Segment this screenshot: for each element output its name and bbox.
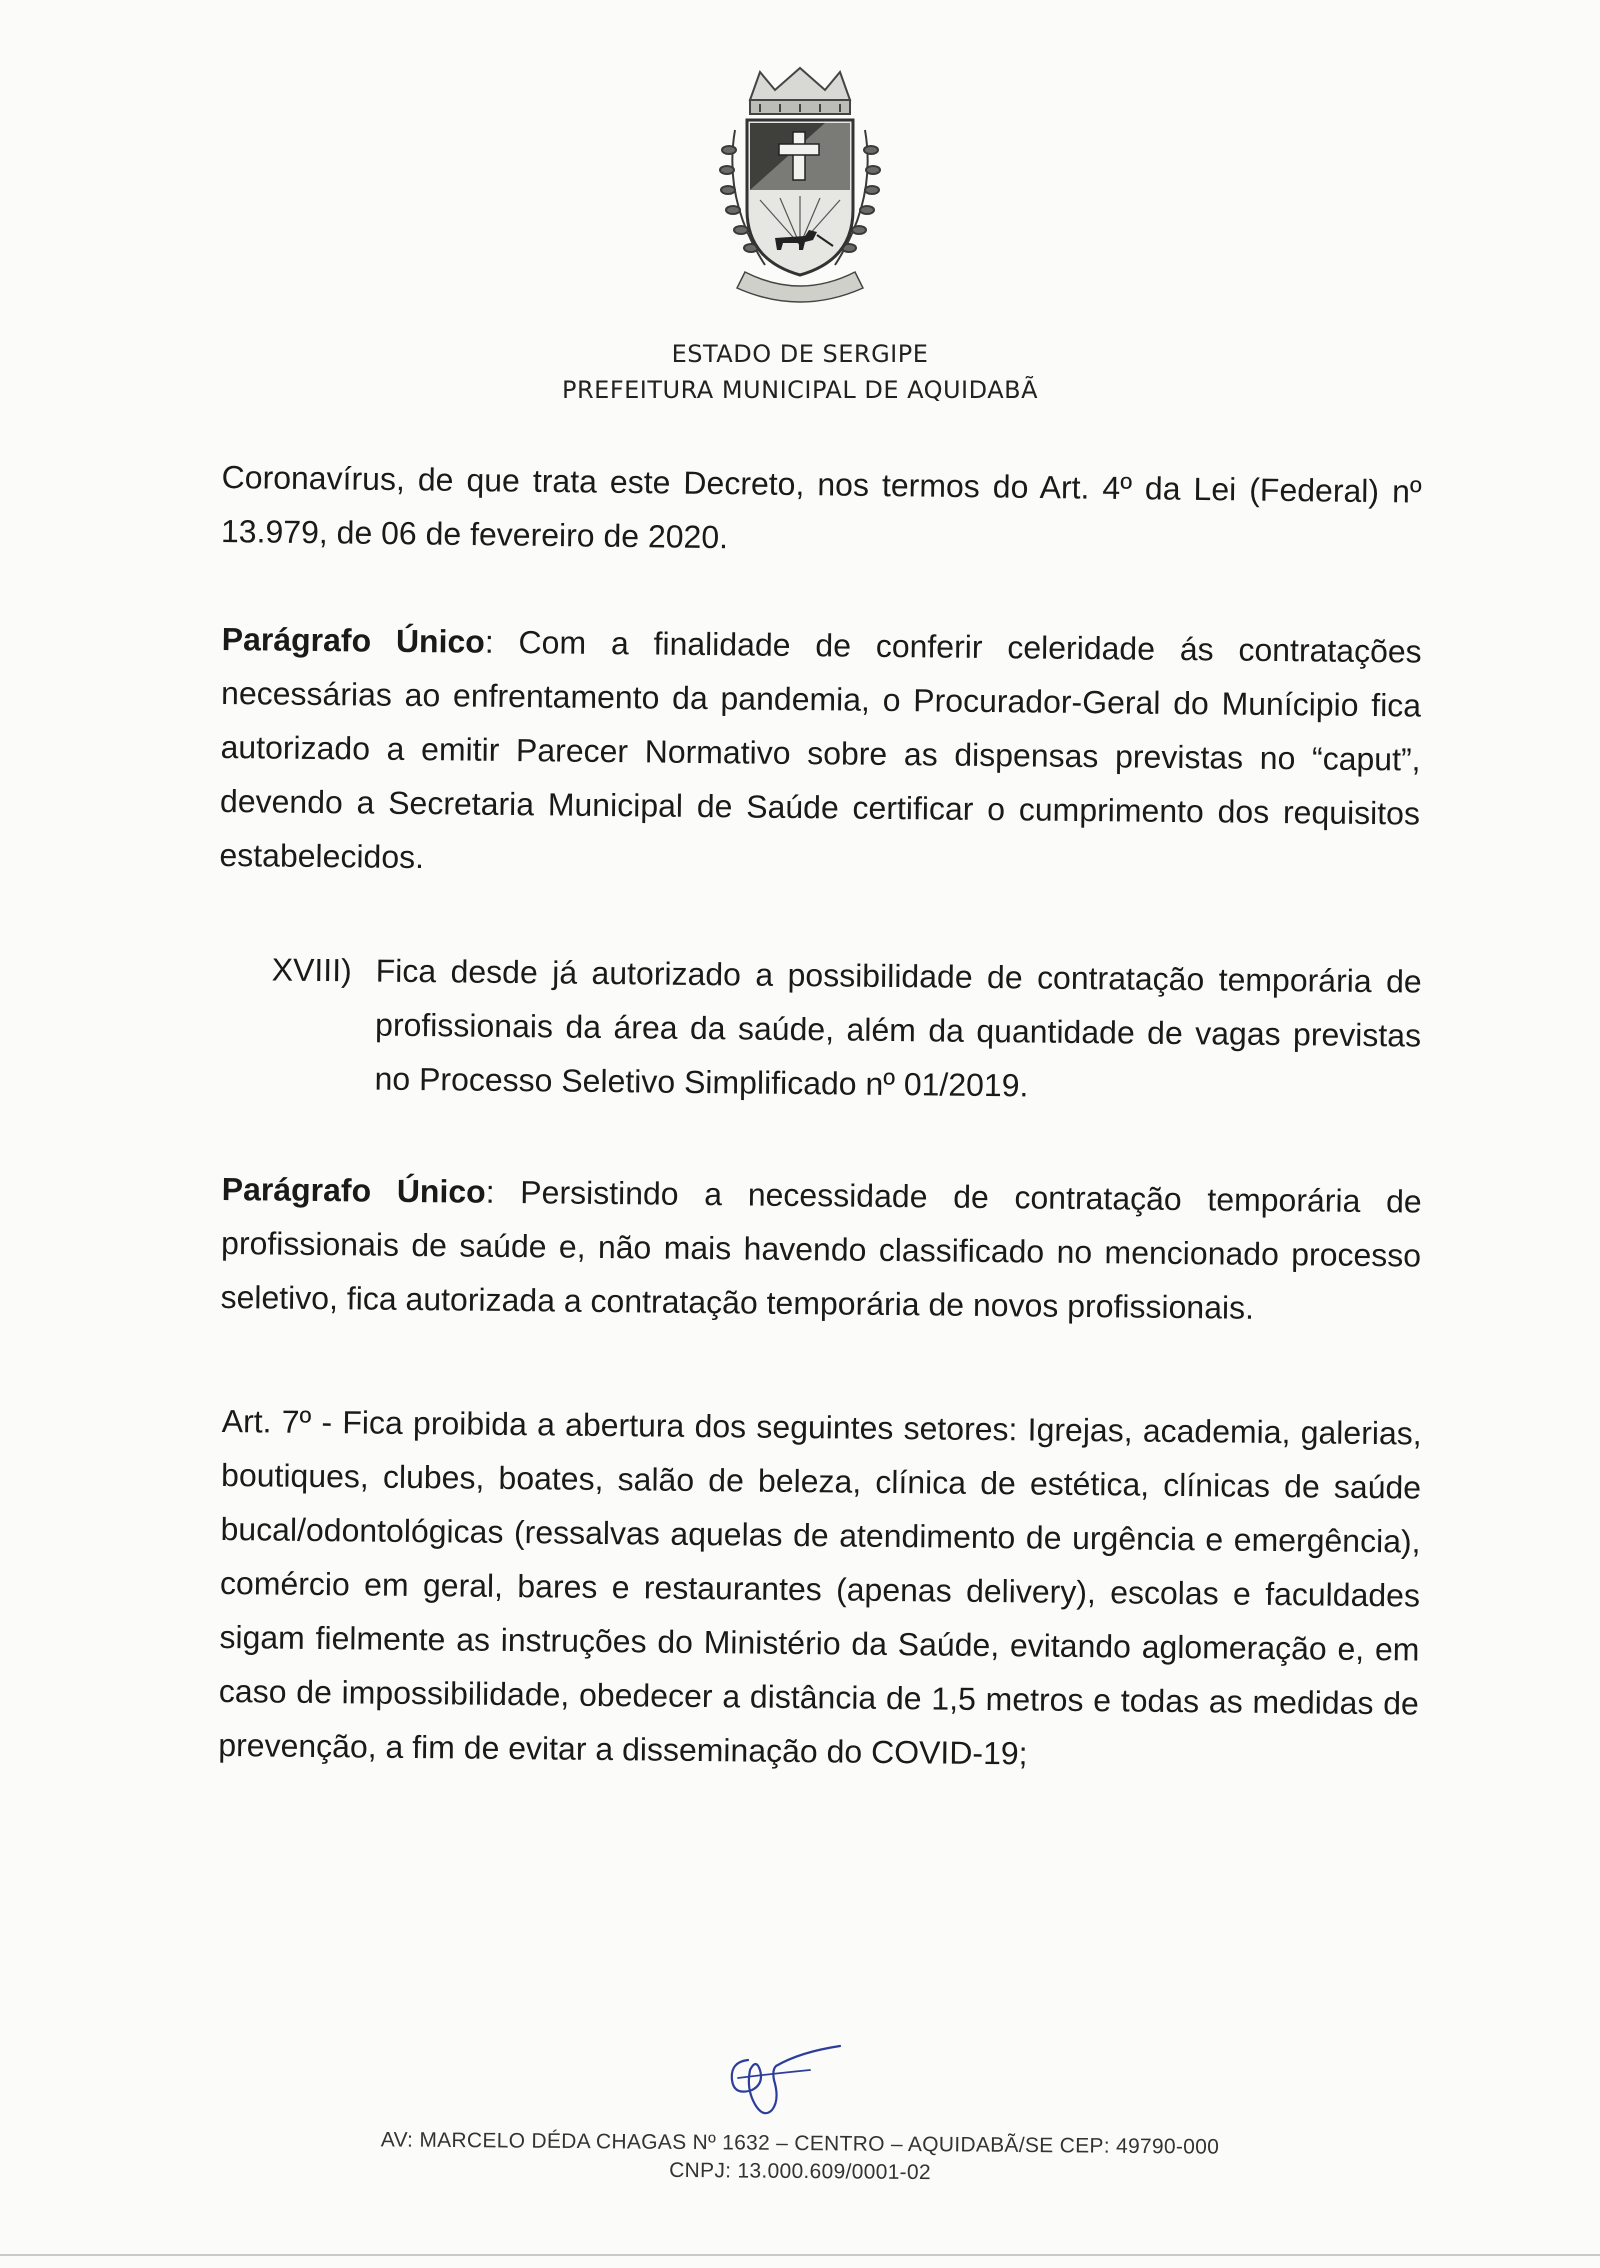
- paragraph-text: : Com a finalidade de conferir celeridade ás contratações necessárias ao enfrentamento da pandemia, o Procurador-Geral do Munícipio fica autorizado a emitir Parecer Normativo sobre as dispensas previstas no “caput”, devendo a Secretaria Municipal de Saúde certificar o cumprimento dos requisitos estabelecidos.: [219, 623, 1422, 876]
- paragraph-label: Parágrafo Único: [221, 1170, 486, 1210]
- letterhead: [0, 60, 1600, 408]
- item-text: Fica desde já autorizado a possibilidade de contratação temporária de profissionais da área da saúde, além da quantidade de vagas previstas no Processo Seletivo Simplificado nº 01/2019.: [374, 952, 1422, 1104]
- paragraph-label: Parágrafo Único: [221, 620, 486, 660]
- municipal-coat-of-arms-icon: [705, 60, 895, 320]
- municipality-name: PREFEITURA MUNICIPAL DE AQUIDABÃ: [562, 376, 1038, 404]
- paragraph-text: : Persistindo a necessidade de contratação temporária de profissionais de saúde e, não mais havendo classificado no mencionado processo seletivo, fica autorizada a contratação temporária de novos profissionais.: [220, 1173, 1422, 1326]
- article-7: Art. 7º - Fica proibida a abertura dos seguintes setores: Igrejas, academia, galerias, boutiques, clubes, boates, salão de beleza, clínica de estética, clínicas de saúde bucal/odontológicas (ressalvas aquelas de atendimento de urgência e emergência), comércio em geral, bares e restaurantes (apenas delivery), escolas e faculdades sigam fielmente as instruções do Ministério da Saúde, evitando aglomeração e, em caso de impossibilidade, obedecer a distância de 1,5 metros e todas as medidas de prevenção, a fim de evitar a disseminação do COVID-19;: [218, 1402, 1422, 1772]
- item-number: XVIII): [271, 951, 352, 989]
- footer-cnpj: CNPJ: 13.000.609/0001-02: [669, 2158, 931, 2185]
- paragraph-unico-1: [219, 612, 1422, 895]
- document-body: [218, 450, 1422, 1772]
- footer: [0, 2040, 1600, 2186]
- state-name: ESTADO DE SERGIPE: [671, 340, 929, 368]
- signature-icon: [690, 2040, 850, 2130]
- scan-edge-divider: [0, 2254, 1600, 2256]
- paragraph-coronavirus: Coronavírus, de que trata este Decreto, nos termos do Art. 4º da Lei (Federal) nº 13.979, de 06 de fevereiro de 2020.: [220, 458, 1422, 556]
- footer-address: AV: MARCELO DÉDA CHAGAS Nº 1632 – CENTRO – AQUIDABÃ/SE CEP: 49790-000: [380, 2128, 1220, 2159]
- item-xviii: [220, 942, 1422, 1117]
- paragraph-unico-2: [220, 1162, 1422, 1337]
